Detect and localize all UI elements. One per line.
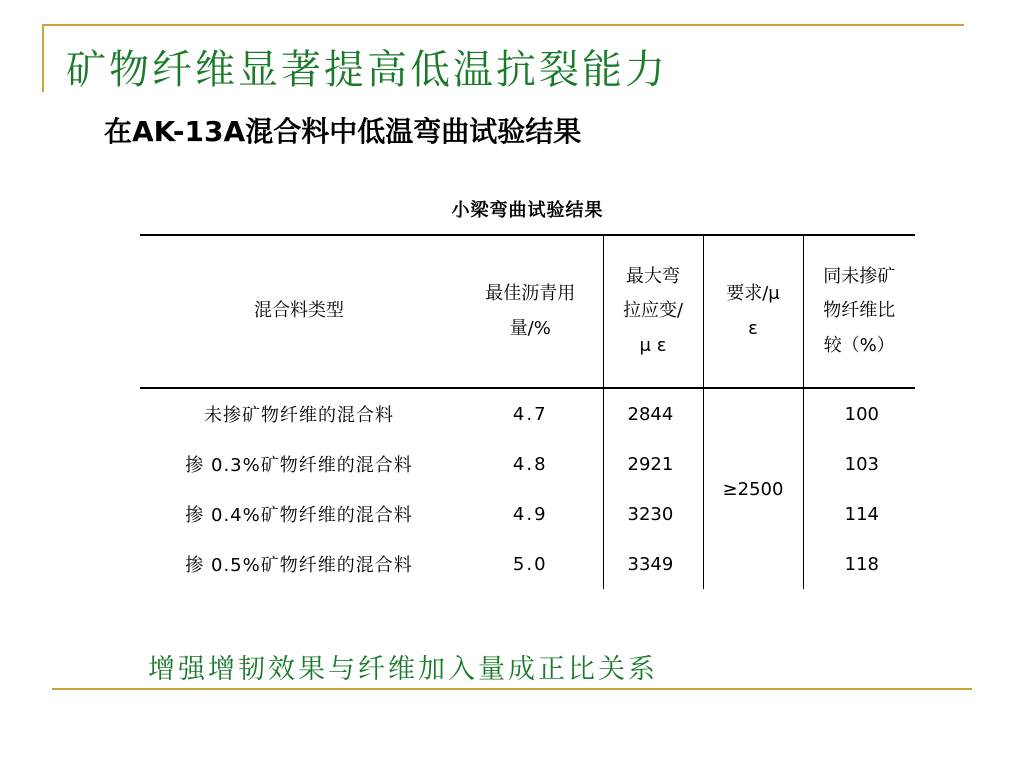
cell-ratio: 118	[803, 539, 915, 589]
slide-footer-note: 增强增韧效果与纤维加入量成正比关系	[148, 654, 658, 685]
cell-strain: 3230	[603, 489, 703, 539]
cell-mix-type: 掺 0.4%矿物纤维的混合料	[185, 505, 413, 526]
cell-asphalt: 4.7	[512, 403, 548, 425]
header-mix-type-label: 混合料类型	[254, 300, 344, 322]
table-header-row	[140, 235, 915, 388]
cell-asphalt: 4.9	[512, 503, 548, 525]
header-ratio-line-1: 同未掺矿	[823, 266, 896, 288]
header-asphalt-line-1: 最佳沥青用	[485, 283, 576, 305]
slide-title: 矿物纤维显著提高低温抗裂能力	[66, 47, 668, 93]
cell-requirement: ≥2500	[703, 388, 803, 589]
header-ratio	[803, 235, 915, 388]
cell-strain: 2921	[603, 439, 703, 489]
header-strain	[603, 235, 703, 388]
frame-bottom-line	[52, 688, 972, 690]
table-caption: 小梁弯曲试验结果	[451, 200, 604, 221]
cell-ratio: 103	[803, 439, 915, 489]
cell-ratio: 100	[803, 388, 915, 439]
header-asphalt-line-2: 量/%	[509, 317, 551, 339]
header-ratio-line-2: 物纤维比	[823, 300, 896, 322]
cell-mix-type: 掺 0.3%矿物纤维的混合料	[185, 455, 413, 476]
header-strain-line-3: μ ε	[639, 334, 667, 356]
header-requirement-line-2: ε	[748, 317, 758, 339]
header-mix-type	[140, 235, 458, 388]
header-strain-line-1: 最大弯	[626, 266, 680, 288]
cell-mix-type: 未掺矿物纤维的混合料	[204, 405, 394, 426]
slide-subtitle: 在AK-13A混合料中低温弯曲试验结果	[104, 115, 582, 148]
cell-ratio: 114	[803, 489, 915, 539]
cell-asphalt: 4.8	[512, 453, 548, 475]
frame-top-line	[42, 24, 964, 26]
cell-asphalt: 5.0	[512, 553, 548, 575]
results-table	[140, 234, 915, 589]
header-asphalt	[458, 235, 603, 388]
cell-strain: 3349	[603, 539, 703, 589]
table-row	[140, 388, 915, 439]
cell-mix-type: 掺 0.5%矿物纤维的混合料	[185, 555, 413, 576]
header-requirement-line-1: 要求/μ	[726, 283, 780, 305]
header-strain-line-2: 拉应变/	[622, 300, 684, 322]
cell-strain: 2844	[603, 388, 703, 439]
frame-left-line	[42, 24, 44, 92]
header-requirement	[703, 235, 803, 388]
header-ratio-line-3: 较（%）	[823, 334, 895, 356]
